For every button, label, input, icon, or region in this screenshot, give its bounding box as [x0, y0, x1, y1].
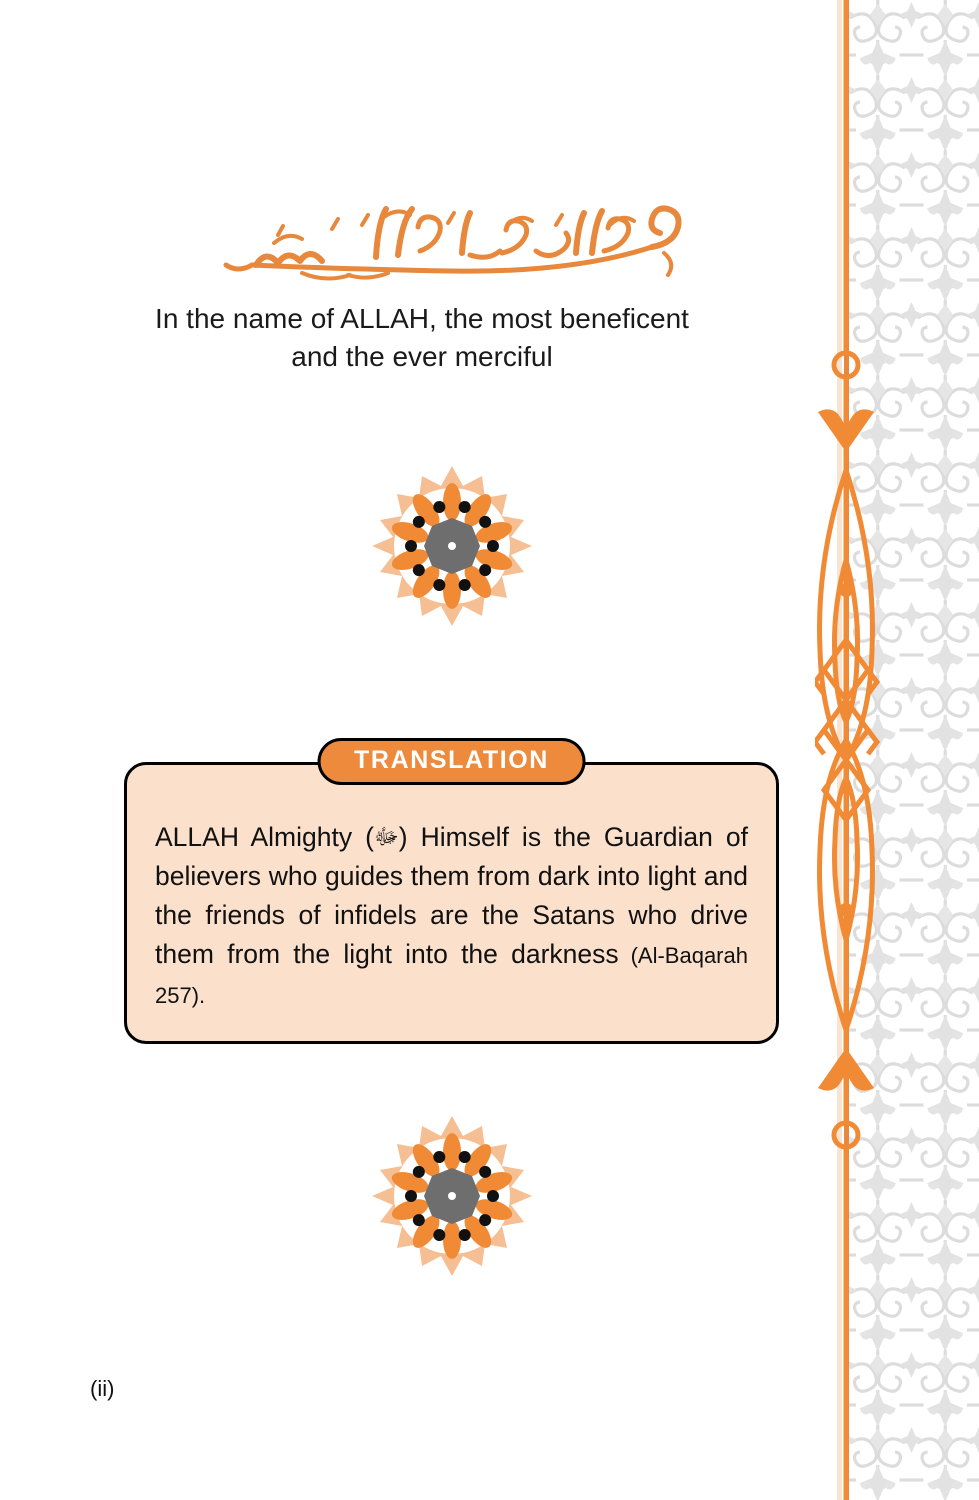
bismillah-translation-line-2: and the ever merciful — [291, 341, 553, 372]
translation-body-part-1: ALLAH Almighty ( — [155, 822, 374, 852]
floral-rosette-ornament-bottom — [368, 1112, 536, 1280]
translation-block — [124, 746, 779, 1044]
border-vertical-rule — [844, 0, 849, 1500]
decorative-border-band — [844, 0, 979, 1500]
bismillah-translation-text — [0, 300, 844, 376]
bismillah-translation-line-1: In the name of ALLAH, the most beneficent — [155, 303, 689, 334]
floral-rosette-ornament-top — [368, 462, 536, 630]
page-number: (ii) — [90, 1376, 115, 1401]
translation-body-text — [155, 817, 748, 1015]
translation-last-word: darkness — [511, 939, 619, 969]
allah-honorific-glyph: ﷻ — [373, 824, 399, 849]
bismillah-block — [0, 195, 844, 287]
translation-box — [124, 746, 779, 1044]
translation-body-part-2: ) Himself is the Guardian of believers who guides them from dark into light and the friends of infidels are the Satans who drive them from the light into the — [155, 822, 748, 969]
bismillah-calligraphy-icon — [152, 195, 692, 287]
arabesque-scroll-pattern — [844, 0, 979, 1500]
translation-citation: (Al-Baqarah 257). — [155, 943, 748, 1008]
translation-pill-label: TRANSLATION — [317, 738, 586, 785]
